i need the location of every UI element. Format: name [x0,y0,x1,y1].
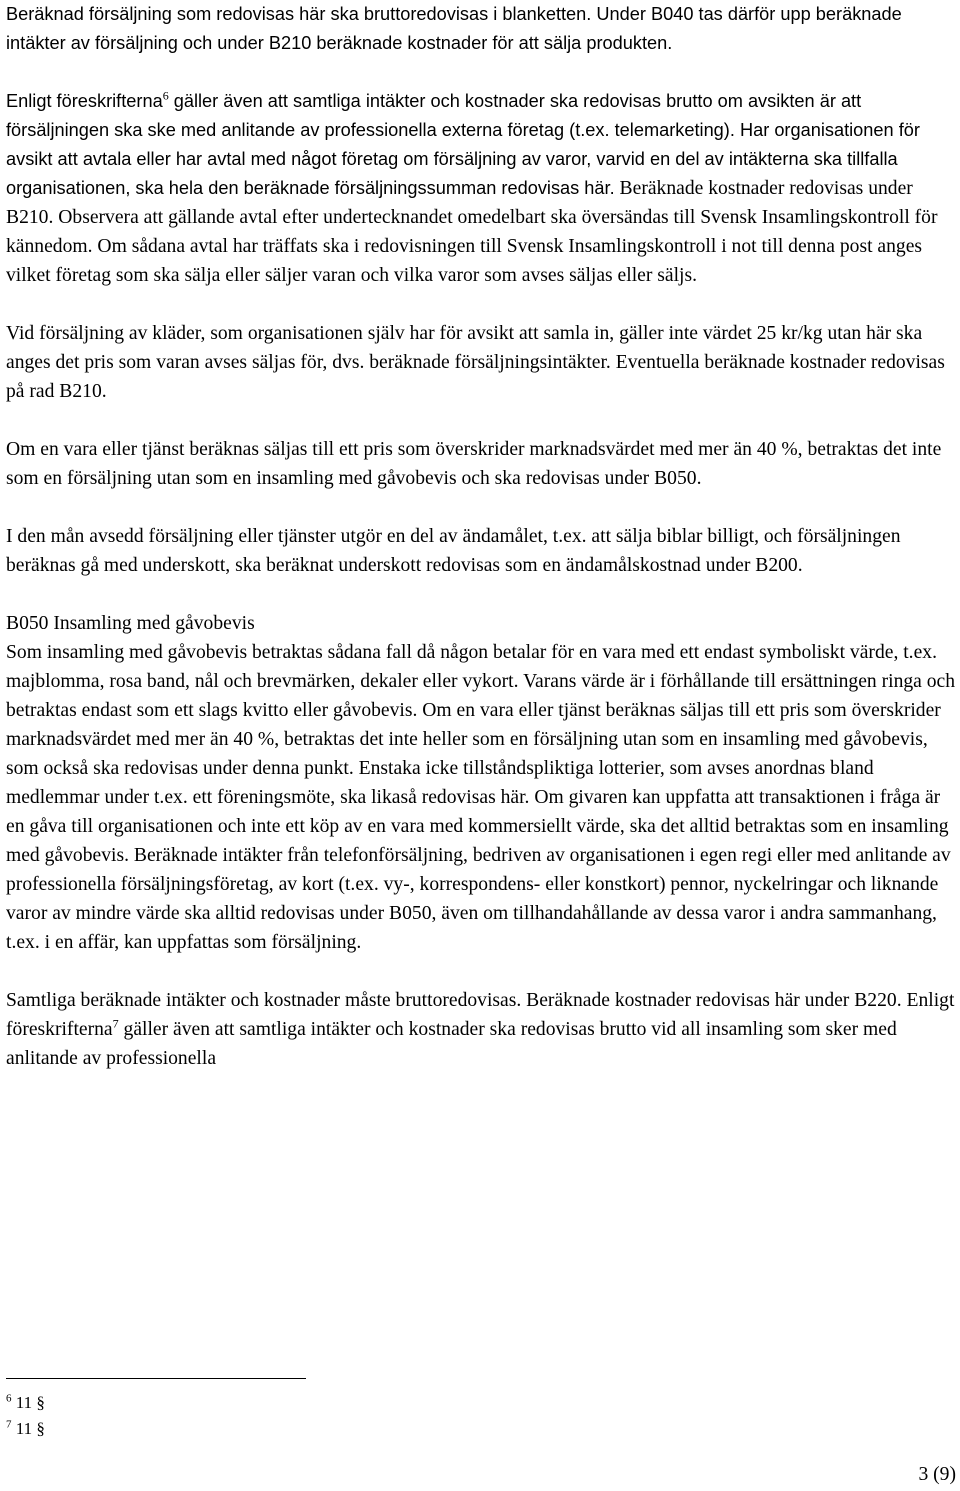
paragraph-text: I den mån avsedd försäljning eller tjänster utgör en del av ändamålet, t.ex. att sälja biblar billigt, och försäljningen beräknas gå med underskott, ska beräknat underskott redovisas som en ändamålskostnad under B200. [6,526,901,576]
paragraph-andamal [6,522,956,580]
paragraph-forsaljning-intro [6,0,956,58]
paragraph-text: gäller även att samtliga intäkter och kostnader ska redovisas brutto om avsikten är att försäljningen ska ske med anlitande av professionella externa företag (t.ex. telemarketing). [6,91,862,140]
paragraph-text: Om en vara eller tjänst beräknas säljas till ett pris som överskrider marknadsvärdet med mer än 40 %, betraktas det inte som en försäljning utan som en insamling med gåvobevis och ska redovisas under B050. [6,439,942,489]
document-page [6,0,956,1073]
section-body: Som insamling med gåvobevis betraktas sådana fall då någon betalar för en vara med ett endast symboliskt värde, t.ex. majblomma, rosa band, nål och brevmärken, dekaler eller vykort. Varans värde är i förhållande till ersättningen ringa och betraktas endast som ett slags kvitto eller gåvobevis. Om en vara eller tjänst beräknas säljas till ett pris som överskrider marknadsvärdet med mer än 40 %, betraktas det inte heller som en försäljning utan som en insamling med gåvobevis, som också ska redovisas under denna punkt. Enstaka icke tillståndspliktiga lotterier, som avses anordnas bland medlemmar under t.ex. ett föreningsmöte, ska likaså redovisas här. Om givaren kan uppfatta att transaktionen i fråga är en gåva till organisationen och inte ett köp av en vara med kommersiellt värde, ska det alltid betraktas som en insamling med gåvobevis. Beräknade intäkter från telefonförsäljning, bedriven av organisationen i egen regi eller med anlitande av professionella försäljningsföretag, av kort (t.ex. vy-, korrespondens- eller konstkort) pennor, nyckelringar och liknande varor av mindre värde ska alltid redovisas under B050, även om tillhandahållande av dessa varor i andra sammanhang, t.ex. i en affär, kan uppfattas som försäljning. [6,642,956,953]
paragraph-klader [6,319,956,406]
footnote-text: 11 § [11,1393,45,1412]
footnotes [6,1390,45,1442]
footnote-reference-7[interactable]: 7 [112,1016,119,1031]
paragraph-text: Vid försäljning av kläder, som organisationen själv har för avsikt att samla in, gäller inte värdet 25 kr/kg utan här ska anges det pris som varan avses säljas för, dvs. beräknade försäljningsintäkter. Eventuella beräknade kostnader redovisas på rad B210. [6,323,945,402]
paragraph-text: Enligt föreskrifterna [6,91,163,111]
paragraph-bruttoredovisning [6,986,956,1073]
footnote-7 [6,1416,45,1442]
footnote-6 [6,1390,45,1416]
paragraph-text: Beräknad försäljning som redovisas här ska bruttoredovisas i blanketten. Under B040 tas därför upp beräknade intäkter av försäljning och under B210 beräknade kostnader för att sälja produkten. [6,4,902,53]
paragraph-text: Har organisationen för avsikt att avtala eller har avtal med något företag om försäljning av varor, varvid en del av intäkterna ska tillfalla organisationen, ska hela den beräknade försäljningssumman redovisas här. [6,120,920,198]
paragraph-text: Samtliga beräknade intäkter och kostnader måste bruttoredovisas. Beräknade kostnader redovisas här under B220. Enligt föreskrifterna [6,990,955,1040]
footnote-mark: 6 [6,1392,12,1405]
page-number: 3 (9) [918,1464,956,1485]
paragraph-foreskrifterna [6,87,956,290]
footnote-text: 11 § [11,1419,45,1438]
section-heading: B050 Insamling med gåvobevis [6,613,255,634]
paragraph-text: gäller även att samtliga intäkter och kostnader ska redovisas brutto vid all insamling som sker med anlitande av professionella [6,1019,897,1069]
section-b050 [6,609,956,957]
footnote-mark: 7 [6,1418,12,1431]
footnote-reference-6[interactable]: 6 [162,88,169,103]
footnote-divider [6,1378,306,1379]
paragraph-text: Beräknade kostnader redovisas under B210. Observera att gällande avtal efter undertecknandet omedelbart ska översändas till Svensk Insamlingskontroll för kännedom. Om sådana avtal har träffats ska i redovisningen till Svensk Insamlingskontroll i not till denna post anges vilket företag som ska sälja eller säljer varan och vilka varor som avses säljas eller säljs. [6,178,938,286]
paragraph-marknadsvarde [6,435,956,493]
